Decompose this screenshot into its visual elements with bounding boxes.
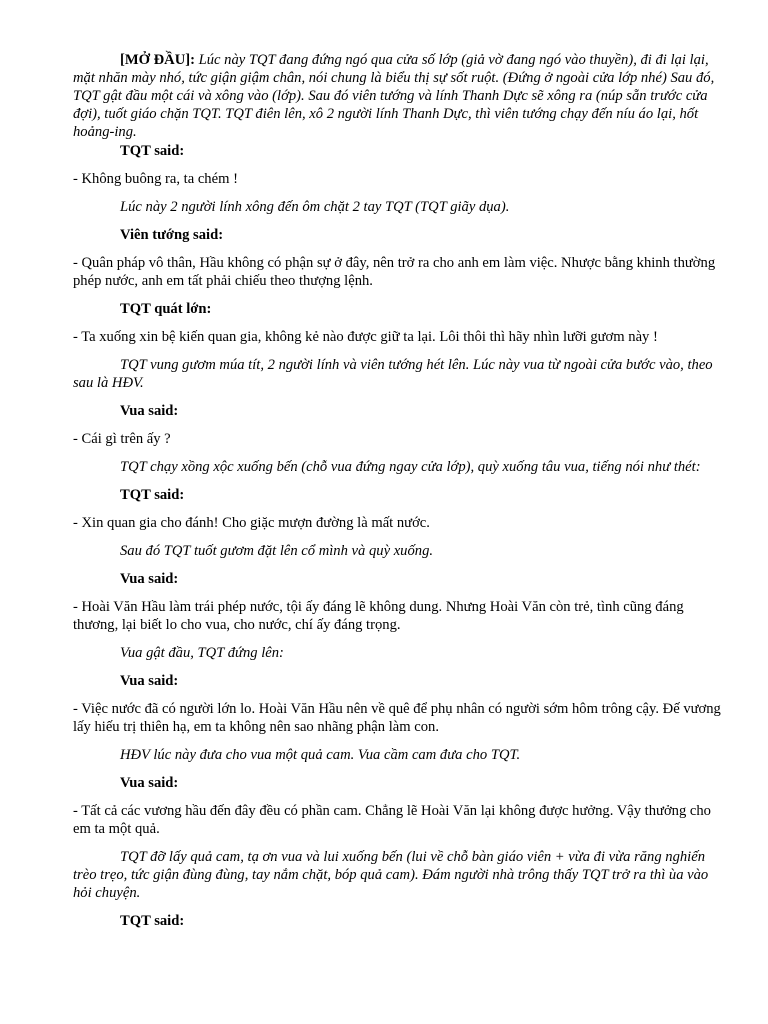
stage-direction: Sau đó TQT tuốt gươm đặt lên cổ mình và quỳ xuống. (120, 543, 434, 559)
speaker-label: Vua said: (120, 571, 179, 587)
stage-direction: TQT đỡ lấy quả cam, tạ ơn vua và lui xuống bến (lui về chỗ bàn giáo viên + vừa đi vừa răng nghiến trèo trẹo, tức giận đùng đùng, tay nắm chặt, bóp quả cam). Đám người nhà trông thấy TQT trở ra thì ùa vào hỏi chuyện. (73, 849, 709, 901)
intro-paragraph (73, 51, 730, 141)
stage-direction: TQT chạy xồng xộc xuống bến (chỗ vua đứng ngay cửa lớp), quỳ xuống tâu vua, tiếng nói như thét: (120, 459, 701, 475)
speaker-label: TQT quát lớn: (120, 301, 212, 317)
script-blocks (73, 142, 730, 930)
intro-tag: [MỞ ĐẦU]: (120, 52, 195, 68)
speaker-label: TQT said: (120, 913, 185, 929)
speaker-label: Vua said: (120, 775, 179, 791)
speaker-label: TQT said: (120, 143, 185, 159)
dialogue-line: - Quân pháp vô thân, Hầu không có phận sự ở đây, nên trở ra cho anh em làm việc. Nhược bằng khinh thường phép nước, anh em tất phải chiếu theo thượng lệnh. (73, 255, 716, 289)
dialogue-line: - Hoài Văn Hầu làm trái phép nước, tội ấy đáng lẽ không dung. Nhưng Hoài Văn còn trẻ, tình cũng đáng thương, lại biết lo cho vua, cho nước, chí ấy đáng trọng. (73, 599, 684, 633)
speaker-label: TQT said: (120, 487, 185, 503)
stage-direction: Lúc này 2 người lính xông đến ôm chặt 2 tay TQT (TQT giãy dụa). (120, 199, 510, 215)
speaker-label: Viên tướng said: (120, 227, 224, 243)
speaker-label: Vua said: (120, 403, 179, 419)
dialogue-line: - Ta xuống xin bệ kiến quan gia, không kẻ nào được giữ ta lại. Lôi thôi thì hãy nhìn lưỡi gươm này ! (73, 329, 658, 345)
dialogue-line: - Việc nước đã có người lớn lo. Hoài Văn Hầu nên về quê để phụ nhân có người sớm hôm trông cậy. Đế vương lấy hiếu trị thiên hạ, em ta không nên sao nhãng phận làm con. (73, 701, 721, 735)
dialogue-line: - Không buông ra, ta chém ! (73, 171, 238, 187)
dialogue-line: - Xin quan gia cho đánh! Cho giặc mượn đường là mất nước. (73, 515, 430, 531)
intro-text: Lúc này TQT đang đứng ngó qua cửa số lớp (giả vờ đang ngó vào thuyền), đi đi lại lại, mặt nhăn mày nhó, tức giận giậm chân, nói chung là biểu thị sự sốt ruột. (Đứng ở ngoài cửa lớp nhé) Sau đó, TQT gật đầu một cái và xông vào (lớp). Sau đó viên tướng và lính Thanh Dực sẽ xông ra (núp sẵn trước cửa đợi), tuốt giáo chặn TQT. TQT điên lên, xô 2 người lính Thanh Dực, thì viên tướng chạy đến níu áo lại, hốt hoảng-ing. (73, 52, 715, 140)
dialogue-line: - Cái gì trên ấy ? (73, 431, 171, 447)
stage-direction: HĐV lúc này đưa cho vua một quả cam. Vua cầm cam đưa cho TQT. (120, 747, 521, 763)
stage-direction: Vua gật đầu, TQT đứng lên: (120, 645, 284, 661)
stage-direction: TQT vung gươm múa tít, 2 người lính và viên tướng hét lên. Lúc này vua từ ngoài cửa bước vào, theo sau là HĐV. (73, 357, 713, 391)
dialogue-line: - Tất cả các vương hầu đến đây đều có phần cam. Chẳng lẽ Hoài Văn lại không được hưởng. Vậy thưởng cho em ta một quả. (73, 803, 711, 837)
speaker-label: Vua said: (120, 673, 179, 689)
